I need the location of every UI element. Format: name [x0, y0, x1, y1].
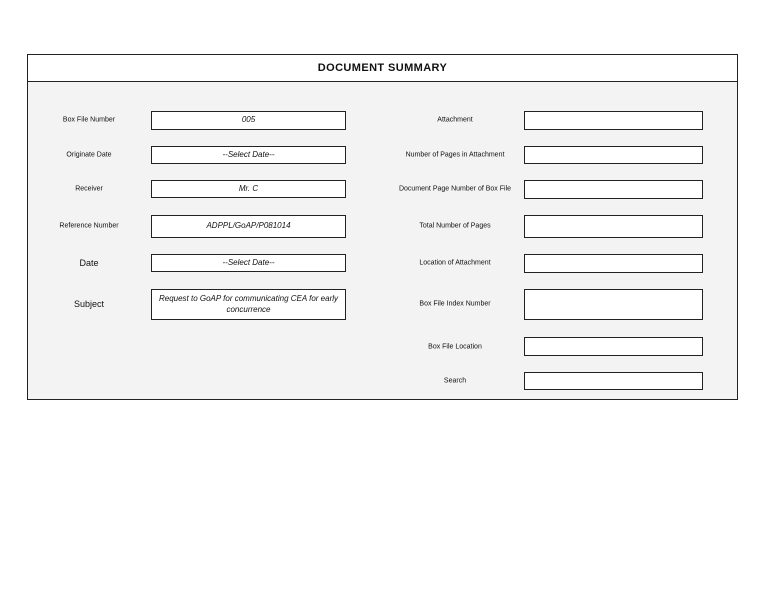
- reference-number-field[interactable]: ADPPL/GoAP/P081014: [151, 215, 346, 238]
- box-file-location-label: Box File Location: [428, 343, 482, 351]
- subject-field[interactable]: Request to GoAP for communicating CEA for early concurrence: [151, 289, 346, 320]
- originate-date-label: Originate Date: [66, 151, 112, 159]
- subject-label: Subject: [73, 299, 105, 309]
- originate-date-picker[interactable]: --Select Date--: [151, 146, 346, 164]
- date-label: Date: [79, 258, 99, 268]
- form-header: [28, 55, 737, 82]
- attachment-field[interactable]: [524, 111, 703, 130]
- box-file-index-number-field[interactable]: [524, 289, 703, 320]
- date-picker[interactable]: --Select Date--: [151, 254, 346, 272]
- attachment-label: Attachment: [437, 116, 473, 124]
- location-of-attachment-field[interactable]: [524, 254, 703, 273]
- location-of-attachment-label: Location of Attachment: [419, 259, 491, 267]
- total-pages-label: Total Number of Pages: [419, 222, 491, 230]
- box-file-index-number-label: Box File Index Number: [419, 300, 491, 308]
- box-file-location-field[interactable]: [524, 337, 703, 356]
- pages-in-attachment-field[interactable]: [524, 146, 703, 164]
- reference-number-label: Reference Number: [59, 222, 119, 230]
- search-input[interactable]: [524, 372, 703, 390]
- pages-in-attachment-label: Number of Pages in Attachment: [405, 151, 505, 159]
- total-pages-field[interactable]: [524, 215, 703, 238]
- box-file-number-label: Box File Number: [62, 116, 116, 124]
- document-page-number-field[interactable]: [524, 180, 703, 199]
- receiver-field[interactable]: Mr. C: [151, 180, 346, 198]
- receiver-label: Receiver: [75, 185, 103, 193]
- form-title: DOCUMENT SUMMARY: [317, 62, 448, 74]
- box-file-number-field[interactable]: 005: [151, 111, 346, 130]
- search-label: Search: [443, 377, 467, 385]
- document-page-number-label: Document Page Number of Box File: [398, 185, 512, 193]
